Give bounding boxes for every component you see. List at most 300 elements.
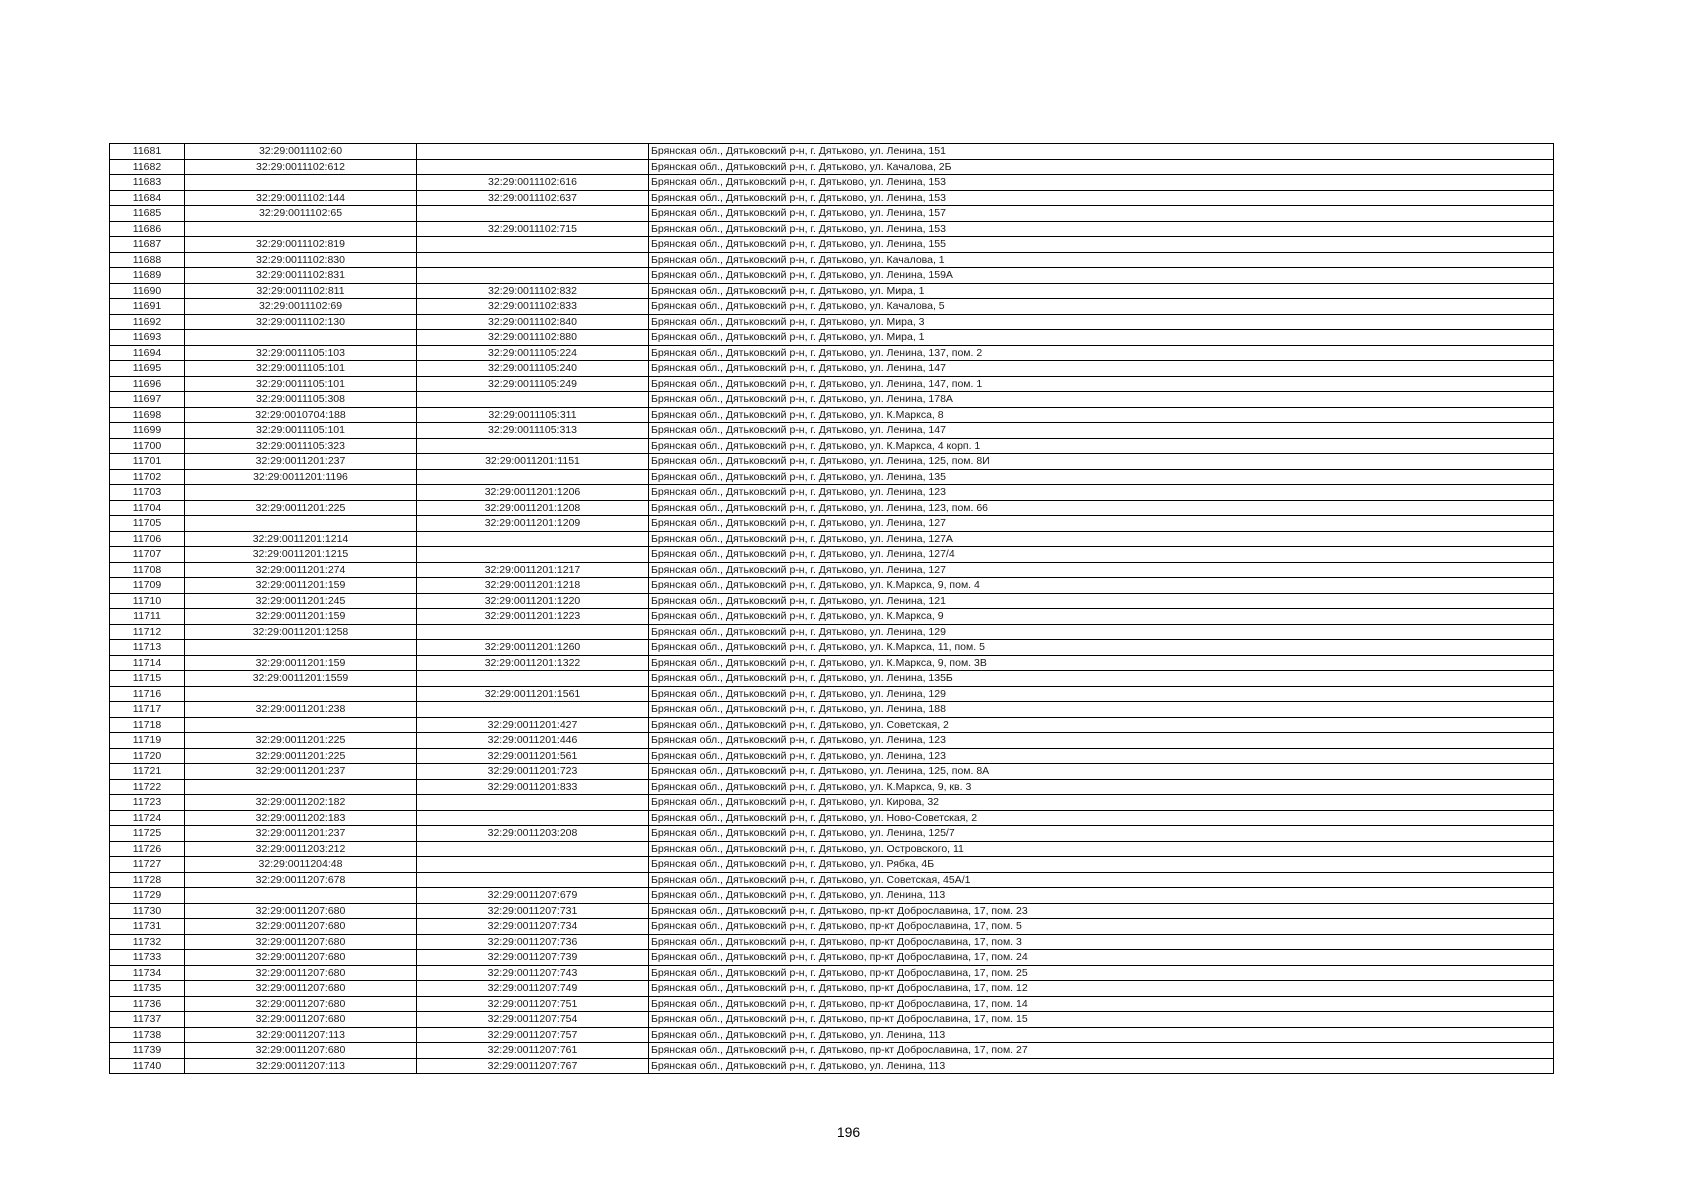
related-cadastral-number-cell: 32:29:0011201:1208 <box>417 500 649 516</box>
related-cadastral-number-cell: 32:29:0011201:1209 <box>417 516 649 532</box>
cadastral-number-cell: 32:29:0011207:680 <box>185 919 417 935</box>
table-row <box>110 996 1554 1012</box>
related-cadastral-number-cell: 32:29:0011207:749 <box>417 981 649 997</box>
related-cadastral-number-cell: 32:29:0011105:240 <box>417 361 649 377</box>
address-cell: Брянская обл., Дятьковский р-н, г. Дятьково, ул. Ленина, 157 <box>649 206 1554 222</box>
row-number-cell: 11736 <box>110 996 185 1012</box>
row-number-cell: 11684 <box>110 190 185 206</box>
related-cadastral-number-cell: 32:29:0011102:840 <box>417 314 649 330</box>
cadastral-number-cell: 32:29:0011207:680 <box>185 1012 417 1028</box>
cadastral-number-cell: 32:29:0011204:48 <box>185 857 417 873</box>
related-cadastral-number-cell: 32:29:0011201:723 <box>417 764 649 780</box>
row-number-cell: 11733 <box>110 950 185 966</box>
address-cell: Брянская обл., Дятьковский р-н, г. Дятьково, ул. Ленина, 127 <box>649 562 1554 578</box>
cadastral-number-cell: 32:29:0011207:680 <box>185 1043 417 1059</box>
related-cadastral-number-cell: 32:29:0011201:1220 <box>417 593 649 609</box>
cadastral-number-cell: 32:29:0011102:811 <box>185 283 417 299</box>
related-cadastral-number-cell <box>417 702 649 718</box>
row-number-cell: 11696 <box>110 376 185 392</box>
table-row <box>110 221 1554 237</box>
table-row <box>110 826 1554 842</box>
cadastral-number-cell: 32:29:0011102:144 <box>185 190 417 206</box>
cadastral-number-cell: 32:29:0011201:238 <box>185 702 417 718</box>
address-cell: Брянская обл., Дятьковский р-н, г. Дятьково, ул. Ленина, 127 <box>649 516 1554 532</box>
related-cadastral-number-cell <box>417 857 649 873</box>
cadastral-number-cell: 32:29:0010704:188 <box>185 407 417 423</box>
row-number-cell: 11688 <box>110 252 185 268</box>
table-row <box>110 345 1554 361</box>
address-cell: Брянская обл., Дятьковский р-н, г. Дятьково, ул. Ленина, 178А <box>649 392 1554 408</box>
address-cell: Брянская обл., Дятьковский р-н, г. Дятьково, ул. Ленина, 153 <box>649 190 1554 206</box>
cadastral-number-cell <box>185 717 417 733</box>
related-cadastral-number-cell: 32:29:0011201:1151 <box>417 454 649 470</box>
table-row <box>110 438 1554 454</box>
row-number-cell: 11705 <box>110 516 185 532</box>
address-cell: Брянская обл., Дятьковский р-н, г. Дятьково, пр-кт Доброславина, 17, пом. 23 <box>649 903 1554 919</box>
row-number-cell: 11690 <box>110 283 185 299</box>
cadastral-number-cell: 32:29:0011102:65 <box>185 206 417 222</box>
cadastral-number-cell: 32:29:0011201:1559 <box>185 671 417 687</box>
cadastral-number-cell <box>185 485 417 501</box>
address-cell: Брянская обл., Дятьковский р-н, г. Дятьково, ул. Ленина, 155 <box>649 237 1554 253</box>
cadastral-number-cell: 32:29:0011201:1215 <box>185 547 417 563</box>
related-cadastral-number-cell: 32:29:0011207:767 <box>417 1058 649 1074</box>
registry-table-body <box>110 144 1554 1074</box>
address-cell: Брянская обл., Дятьковский р-н, г. Дятьково, пр-кт Доброславина, 17, пом. 15 <box>649 1012 1554 1028</box>
row-number-cell: 11697 <box>110 392 185 408</box>
row-number-cell: 11686 <box>110 221 185 237</box>
cadastral-number-cell: 32:29:0011105:101 <box>185 376 417 392</box>
table-row <box>110 268 1554 284</box>
table-row <box>110 1027 1554 1043</box>
address-cell: Брянская обл., Дятьковский р-н, г. Дятьково, пр-кт Доброславина, 17, пом. 25 <box>649 965 1554 981</box>
cadastral-number-cell: 32:29:0011201:1258 <box>185 624 417 640</box>
related-cadastral-number-cell: 32:29:0011201:427 <box>417 717 649 733</box>
address-cell: Брянская обл., Дятьковский р-н, г. Дятьково, ул. Ленина, 147, пом. 1 <box>649 376 1554 392</box>
row-number-cell: 11689 <box>110 268 185 284</box>
cadastral-number-cell: 32:29:0011207:680 <box>185 996 417 1012</box>
table-row <box>110 361 1554 377</box>
table-row <box>110 314 1554 330</box>
row-number-cell: 11695 <box>110 361 185 377</box>
related-cadastral-number-cell <box>417 795 649 811</box>
row-number-cell: 11706 <box>110 531 185 547</box>
row-number-cell: 11729 <box>110 888 185 904</box>
address-cell: Брянская обл., Дятьковский р-н, г. Дятьково, ул. Ленина, 147 <box>649 423 1554 439</box>
row-number-cell: 11721 <box>110 764 185 780</box>
table-row <box>110 717 1554 733</box>
related-cadastral-number-cell: 32:29:0011203:208 <box>417 826 649 842</box>
table-row <box>110 190 1554 206</box>
cadastral-number-cell: 32:29:0011201:237 <box>185 764 417 780</box>
table-row <box>110 965 1554 981</box>
cadastral-number-cell: 32:29:0011207:113 <box>185 1027 417 1043</box>
cadastral-number-cell: 32:29:0011201:225 <box>185 733 417 749</box>
address-cell: Брянская обл., Дятьковский р-н, г. Дятьково, ул. Ленина, 125, пом. 8И <box>649 454 1554 470</box>
address-cell: Брянская обл., Дятьковский р-н, г. Дятьково, ул. Качалова, 1 <box>649 252 1554 268</box>
address-cell: Брянская обл., Дятьковский р-н, г. Дятьково, ул. Советская, 45А/1 <box>649 872 1554 888</box>
table-row <box>110 950 1554 966</box>
cadastral-number-cell: 32:29:0011102:830 <box>185 252 417 268</box>
cadastral-number-cell <box>185 686 417 702</box>
address-cell: Брянская обл., Дятьковский р-н, г. Дятьково, пр-кт Доброславина, 17, пом. 5 <box>649 919 1554 935</box>
row-number-cell: 11711 <box>110 609 185 625</box>
page-number: 196 <box>836 1124 861 1140</box>
table-row <box>110 299 1554 315</box>
table-row <box>110 655 1554 671</box>
row-number-cell: 11723 <box>110 795 185 811</box>
cadastral-number-cell <box>185 516 417 532</box>
address-cell: Брянская обл., Дятьковский р-н, г. Дятьково, ул. Качалова, 2Б <box>649 159 1554 175</box>
address-cell: Брянская обл., Дятьковский р-н, г. Дятьково, ул. Ленина, 129 <box>649 624 1554 640</box>
cadastral-number-cell: 32:29:0011201:225 <box>185 500 417 516</box>
address-cell: Брянская обл., Дятьковский р-н, г. Дятьково, ул. Ленина, 127/4 <box>649 547 1554 563</box>
related-cadastral-number-cell: 32:29:0011201:1206 <box>417 485 649 501</box>
row-number-cell: 11698 <box>110 407 185 423</box>
address-cell: Брянская обл., Дятьковский р-н, г. Дятьково, ул. Ленина, 129 <box>649 686 1554 702</box>
row-number-cell: 11720 <box>110 748 185 764</box>
row-number-cell: 11681 <box>110 144 185 160</box>
table-row <box>110 624 1554 640</box>
row-number-cell: 11722 <box>110 779 185 795</box>
cadastral-number-cell: 32:29:0011201:159 <box>185 609 417 625</box>
address-cell: Брянская обл., Дятьковский р-н, г. Дятьково, ул. Ленина, 123 <box>649 748 1554 764</box>
address-cell: Брянская обл., Дятьковский р-н, г. Дятьково, пр-кт Доброславина, 17, пом. 3 <box>649 934 1554 950</box>
address-cell: Брянская обл., Дятьковский р-н, г. Дятьково, ул. Ленина, 135 <box>649 469 1554 485</box>
related-cadastral-number-cell: 32:29:0011207:679 <box>417 888 649 904</box>
row-number-cell: 11704 <box>110 500 185 516</box>
row-number-cell: 11717 <box>110 702 185 718</box>
table-row <box>110 872 1554 888</box>
address-cell: Брянская обл., Дятьковский р-н, г. Дятьково, ул. Мира, 1 <box>649 283 1554 299</box>
table-row <box>110 562 1554 578</box>
row-number-cell: 11702 <box>110 469 185 485</box>
table-row <box>110 144 1554 160</box>
related-cadastral-number-cell: 32:29:0011105:249 <box>417 376 649 392</box>
related-cadastral-number-cell: 32:29:0011102:715 <box>417 221 649 237</box>
related-cadastral-number-cell: 32:29:0011207:754 <box>417 1012 649 1028</box>
table-row <box>110 578 1554 594</box>
row-number-cell: 11726 <box>110 841 185 857</box>
related-cadastral-number-cell: 32:29:0011201:1217 <box>417 562 649 578</box>
table-row <box>110 779 1554 795</box>
address-cell: Брянская обл., Дятьковский р-н, г. Дятьково, ул. Ленина, 135Б <box>649 671 1554 687</box>
related-cadastral-number-cell: 32:29:0011102:616 <box>417 175 649 191</box>
related-cadastral-number-cell: 32:29:0011105:224 <box>417 345 649 361</box>
row-number-cell: 11731 <box>110 919 185 935</box>
related-cadastral-number-cell: 32:29:0011207:739 <box>417 950 649 966</box>
related-cadastral-number-cell: 32:29:0011102:833 <box>417 299 649 315</box>
related-cadastral-number-cell <box>417 237 649 253</box>
address-cell: Брянская обл., Дятьковский р-н, г. Дятьково, ул. К.Маркса, 9 <box>649 609 1554 625</box>
related-cadastral-number-cell <box>417 810 649 826</box>
row-number-cell: 11739 <box>110 1043 185 1059</box>
table-row <box>110 469 1554 485</box>
row-number-cell: 11719 <box>110 733 185 749</box>
related-cadastral-number-cell: 32:29:0011201:1223 <box>417 609 649 625</box>
table-row <box>110 841 1554 857</box>
table-row <box>110 531 1554 547</box>
table-row <box>110 392 1554 408</box>
row-number-cell: 11707 <box>110 547 185 563</box>
related-cadastral-number-cell: 32:29:0011105:313 <box>417 423 649 439</box>
table-row <box>110 330 1554 346</box>
row-number-cell: 11735 <box>110 981 185 997</box>
row-number-cell: 11710 <box>110 593 185 609</box>
row-number-cell: 11691 <box>110 299 185 315</box>
related-cadastral-number-cell: 32:29:0011201:1561 <box>417 686 649 702</box>
address-cell: Брянская обл., Дятьковский р-н, г. Дятьково, ул. Ленина, 121 <box>649 593 1554 609</box>
table-row <box>110 748 1554 764</box>
address-cell: Брянская обл., Дятьковский р-н, г. Дятьково, ул. Ленина, 125, пом. 8А <box>649 764 1554 780</box>
cadastral-number-cell <box>185 779 417 795</box>
cadastral-number-cell: 32:29:0011207:680 <box>185 934 417 950</box>
related-cadastral-number-cell: 32:29:0011201:1218 <box>417 578 649 594</box>
cadastral-number-cell: 32:29:0011201:1196 <box>185 469 417 485</box>
cadastral-number-cell: 32:29:0011105:101 <box>185 423 417 439</box>
row-number-cell: 11728 <box>110 872 185 888</box>
related-cadastral-number-cell <box>417 671 649 687</box>
related-cadastral-number-cell: 32:29:0011102:832 <box>417 283 649 299</box>
cadastral-number-cell: 32:29:0011207:680 <box>185 981 417 997</box>
related-cadastral-number-cell <box>417 547 649 563</box>
registry-table <box>109 143 1554 1074</box>
cadastral-number-cell: 32:29:0011203:212 <box>185 841 417 857</box>
cadastral-number-cell: 32:29:0011201:245 <box>185 593 417 609</box>
related-cadastral-number-cell: 32:29:0011207:761 <box>417 1043 649 1059</box>
address-cell: Брянская обл., Дятьковский р-н, г. Дятьково, ул. Ленина, 137, пом. 2 <box>649 345 1554 361</box>
table-row <box>110 686 1554 702</box>
related-cadastral-number-cell <box>417 531 649 547</box>
row-number-cell: 11737 <box>110 1012 185 1028</box>
address-cell: Брянская обл., Дятьковский р-н, г. Дятьково, пр-кт Доброславина, 17, пом. 14 <box>649 996 1554 1012</box>
table-row <box>110 795 1554 811</box>
cadastral-number-cell: 32:29:0011201:159 <box>185 655 417 671</box>
table-row <box>110 206 1554 222</box>
related-cadastral-number-cell <box>417 469 649 485</box>
table-row <box>110 175 1554 191</box>
row-number-cell: 11734 <box>110 965 185 981</box>
row-number-cell: 11712 <box>110 624 185 640</box>
related-cadastral-number-cell: 32:29:0011102:880 <box>417 330 649 346</box>
address-cell: Брянская обл., Дятьковский р-н, г. Дятьково, ул. Рябка, 4Б <box>649 857 1554 873</box>
cadastral-number-cell <box>185 888 417 904</box>
address-cell: Брянская обл., Дятьковский р-н, г. Дятьково, ул. К.Маркса, 9, пом. 3В <box>649 655 1554 671</box>
table-row <box>110 547 1554 563</box>
table-row <box>110 252 1554 268</box>
address-cell: Брянская обл., Дятьковский р-н, г. Дятьково, ул. Ленина, 113 <box>649 1058 1554 1074</box>
table-row <box>110 702 1554 718</box>
cadastral-number-cell: 32:29:0011207:113 <box>185 1058 417 1074</box>
table-row <box>110 454 1554 470</box>
row-number-cell: 11708 <box>110 562 185 578</box>
cadastral-number-cell: 32:29:0011207:680 <box>185 903 417 919</box>
table-row <box>110 159 1554 175</box>
table-row <box>110 810 1554 826</box>
address-cell: Брянская обл., Дятьковский р-н, г. Дятьково, ул. Ленина, 127А <box>649 531 1554 547</box>
related-cadastral-number-cell: 32:29:0011201:1322 <box>417 655 649 671</box>
address-cell: Брянская обл., Дятьковский р-н, г. Дятьково, пр-кт Доброславина, 17, пом. 27 <box>649 1043 1554 1059</box>
table-row <box>110 500 1554 516</box>
cadastral-number-cell: 32:29:0011201:225 <box>185 748 417 764</box>
address-cell: Брянская обл., Дятьковский р-н, г. Дятьково, ул. К.Маркса, 11, пом. 5 <box>649 640 1554 656</box>
cadastral-number-cell: 32:29:0011105:308 <box>185 392 417 408</box>
table-row <box>110 857 1554 873</box>
cadastral-number-cell: 32:29:0011201:1214 <box>185 531 417 547</box>
table-row <box>110 593 1554 609</box>
related-cadastral-number-cell: 32:29:0011207:757 <box>417 1027 649 1043</box>
address-cell: Брянская обл., Дятьковский р-н, г. Дятьково, ул. Мира, 1 <box>649 330 1554 346</box>
address-cell: Брянская обл., Дятьковский р-н, г. Дятьково, ул. К.Маркса, 8 <box>649 407 1554 423</box>
address-cell: Брянская обл., Дятьковский р-н, г. Дятьково, ул. Ленина, 113 <box>649 888 1554 904</box>
related-cadastral-number-cell <box>417 159 649 175</box>
related-cadastral-number-cell: 32:29:0011201:833 <box>417 779 649 795</box>
cadastral-number-cell: 32:29:0011201:274 <box>185 562 417 578</box>
address-cell: Брянская обл., Дятьковский р-н, г. Дятьково, ул. Ленина, 123 <box>649 733 1554 749</box>
table-row <box>110 671 1554 687</box>
address-cell: Брянская обл., Дятьковский р-н, г. Дятьково, ул. К.Маркса, 9, пом. 4 <box>649 578 1554 594</box>
table-row <box>110 1043 1554 1059</box>
row-number-cell: 11716 <box>110 686 185 702</box>
table-row <box>110 485 1554 501</box>
related-cadastral-number-cell: 32:29:0011201:561 <box>417 748 649 764</box>
related-cadastral-number-cell <box>417 872 649 888</box>
cadastral-number-cell: 32:29:0011201:237 <box>185 454 417 470</box>
row-number-cell: 11703 <box>110 485 185 501</box>
related-cadastral-number-cell: 32:29:0011207:736 <box>417 934 649 950</box>
address-cell: Брянская обл., Дятьковский р-н, г. Дятьково, ул. Кирова, 32 <box>649 795 1554 811</box>
table-row <box>110 934 1554 950</box>
table-row <box>110 609 1554 625</box>
related-cadastral-number-cell <box>417 252 649 268</box>
address-cell: Брянская обл., Дятьковский р-н, г. Дятьково, ул. Ленина, 151 <box>649 144 1554 160</box>
cadastral-number-cell: 32:29:0011102:831 <box>185 268 417 284</box>
related-cadastral-number-cell: 32:29:0011207:751 <box>417 996 649 1012</box>
cadastral-number-cell <box>185 221 417 237</box>
cadastral-number-cell: 32:29:0011105:323 <box>185 438 417 454</box>
address-cell: Брянская обл., Дятьковский р-н, г. Дятьково, ул. Ново-Советская, 2 <box>649 810 1554 826</box>
address-cell: Брянская обл., Дятьковский р-н, г. Дятьково, пр-кт Доброславина, 17, пом. 12 <box>649 981 1554 997</box>
table-row <box>110 919 1554 935</box>
address-cell: Брянская обл., Дятьковский р-н, г. Дятьково, ул. К.Маркса, 4 корп. 1 <box>649 438 1554 454</box>
cadastral-number-cell: 32:29:0011207:678 <box>185 872 417 888</box>
table-row <box>110 516 1554 532</box>
cadastral-number-cell: 32:29:0011102:612 <box>185 159 417 175</box>
related-cadastral-number-cell <box>417 206 649 222</box>
address-cell: Брянская обл., Дятьковский р-н, г. Дятьково, ул. Ленина, 113 <box>649 1027 1554 1043</box>
related-cadastral-number-cell: 32:29:0011207:743 <box>417 965 649 981</box>
table-row <box>110 981 1554 997</box>
table-row <box>110 283 1554 299</box>
related-cadastral-number-cell <box>417 268 649 284</box>
address-cell: Брянская обл., Дятьковский р-н, г. Дятьково, ул. Ленина, 153 <box>649 175 1554 191</box>
row-number-cell: 11724 <box>110 810 185 826</box>
address-cell: Брянская обл., Дятьковский р-н, г. Дятьково, ул. Качалова, 5 <box>649 299 1554 315</box>
table-row <box>110 1012 1554 1028</box>
row-number-cell: 11718 <box>110 717 185 733</box>
address-cell: Брянская обл., Дятьковский р-н, г. Дятьково, ул. Ленина, 153 <box>649 221 1554 237</box>
row-number-cell: 11709 <box>110 578 185 594</box>
address-cell: Брянская обл., Дятьковский р-н, г. Дятьково, пр-кт Доброславина, 17, пом. 24 <box>649 950 1554 966</box>
cadastral-number-cell: 32:29:0011105:103 <box>185 345 417 361</box>
row-number-cell: 11701 <box>110 454 185 470</box>
table-row <box>110 640 1554 656</box>
related-cadastral-number-cell <box>417 624 649 640</box>
address-cell: Брянская обл., Дятьковский р-н, г. Дятьково, ул. Ленина, 123 <box>649 485 1554 501</box>
row-number-cell: 11692 <box>110 314 185 330</box>
table-row <box>110 407 1554 423</box>
table-row <box>110 733 1554 749</box>
cadastral-number-cell: 32:29:0011201:159 <box>185 578 417 594</box>
address-cell: Брянская обл., Дятьковский р-н, г. Дятьково, ул. Ленина, 125/7 <box>649 826 1554 842</box>
cadastral-number-cell: 32:29:0011102:60 <box>185 144 417 160</box>
row-number-cell: 11740 <box>110 1058 185 1074</box>
row-number-cell: 11714 <box>110 655 185 671</box>
row-number-cell: 11700 <box>110 438 185 454</box>
table-row <box>110 1058 1554 1074</box>
cadastral-number-cell <box>185 175 417 191</box>
address-cell: Брянская обл., Дятьковский р-н, г. Дятьково, ул. Мира, 3 <box>649 314 1554 330</box>
address-cell: Брянская обл., Дятьковский р-н, г. Дятьково, ул. Ленина, 123, пом. 66 <box>649 500 1554 516</box>
address-cell: Брянская обл., Дятьковский р-н, г. Дятьково, ул. Островского, 11 <box>649 841 1554 857</box>
table-row <box>110 903 1554 919</box>
cadastral-number-cell <box>185 640 417 656</box>
related-cadastral-number-cell: 32:29:0011207:734 <box>417 919 649 935</box>
cadastral-number-cell: 32:29:0011207:680 <box>185 965 417 981</box>
related-cadastral-number-cell <box>417 841 649 857</box>
table-row <box>110 423 1554 439</box>
row-number-cell: 11687 <box>110 237 185 253</box>
related-cadastral-number-cell: 32:29:0011201:446 <box>417 733 649 749</box>
row-number-cell: 11732 <box>110 934 185 950</box>
row-number-cell: 11730 <box>110 903 185 919</box>
address-cell: Брянская обл., Дятьковский р-н, г. Дятьково, ул. Ленина, 159А <box>649 268 1554 284</box>
related-cadastral-number-cell: 32:29:0011207:731 <box>417 903 649 919</box>
row-number-cell: 11715 <box>110 671 185 687</box>
related-cadastral-number-cell <box>417 438 649 454</box>
address-cell: Брянская обл., Дятьковский р-н, г. Дятьково, ул. К.Маркса, 9, кв. 3 <box>649 779 1554 795</box>
row-number-cell: 11699 <box>110 423 185 439</box>
row-number-cell: 11713 <box>110 640 185 656</box>
cadastral-number-cell: 32:29:0011202:183 <box>185 810 417 826</box>
cadastral-number-cell: 32:29:0011105:101 <box>185 361 417 377</box>
row-number-cell: 11694 <box>110 345 185 361</box>
table-row <box>110 376 1554 392</box>
row-number-cell: 11683 <box>110 175 185 191</box>
table-row <box>110 888 1554 904</box>
row-number-cell: 11725 <box>110 826 185 842</box>
table-row <box>110 764 1554 780</box>
row-number-cell: 11682 <box>110 159 185 175</box>
cadastral-number-cell: 32:29:0011102:69 <box>185 299 417 315</box>
related-cadastral-number-cell <box>417 144 649 160</box>
related-cadastral-number-cell: 32:29:0011105:311 <box>417 407 649 423</box>
address-cell: Брянская обл., Дятьковский р-н, г. Дятьково, ул. Ленина, 147 <box>649 361 1554 377</box>
related-cadastral-number-cell: 32:29:0011201:1260 <box>417 640 649 656</box>
address-cell: Брянская обл., Дятьковский р-н, г. Дятьково, ул. Ленина, 188 <box>649 702 1554 718</box>
related-cadastral-number-cell <box>417 392 649 408</box>
cadastral-number-cell: 32:29:0011207:680 <box>185 950 417 966</box>
cadastral-number-cell <box>185 330 417 346</box>
cadastral-number-cell: 32:29:0011102:819 <box>185 237 417 253</box>
table-row <box>110 237 1554 253</box>
row-number-cell: 11685 <box>110 206 185 222</box>
cadastral-number-cell: 32:29:0011201:237 <box>185 826 417 842</box>
row-number-cell: 11727 <box>110 857 185 873</box>
row-number-cell: 11693 <box>110 330 185 346</box>
related-cadastral-number-cell: 32:29:0011102:637 <box>417 190 649 206</box>
cadastral-number-cell: 32:29:0011202:182 <box>185 795 417 811</box>
